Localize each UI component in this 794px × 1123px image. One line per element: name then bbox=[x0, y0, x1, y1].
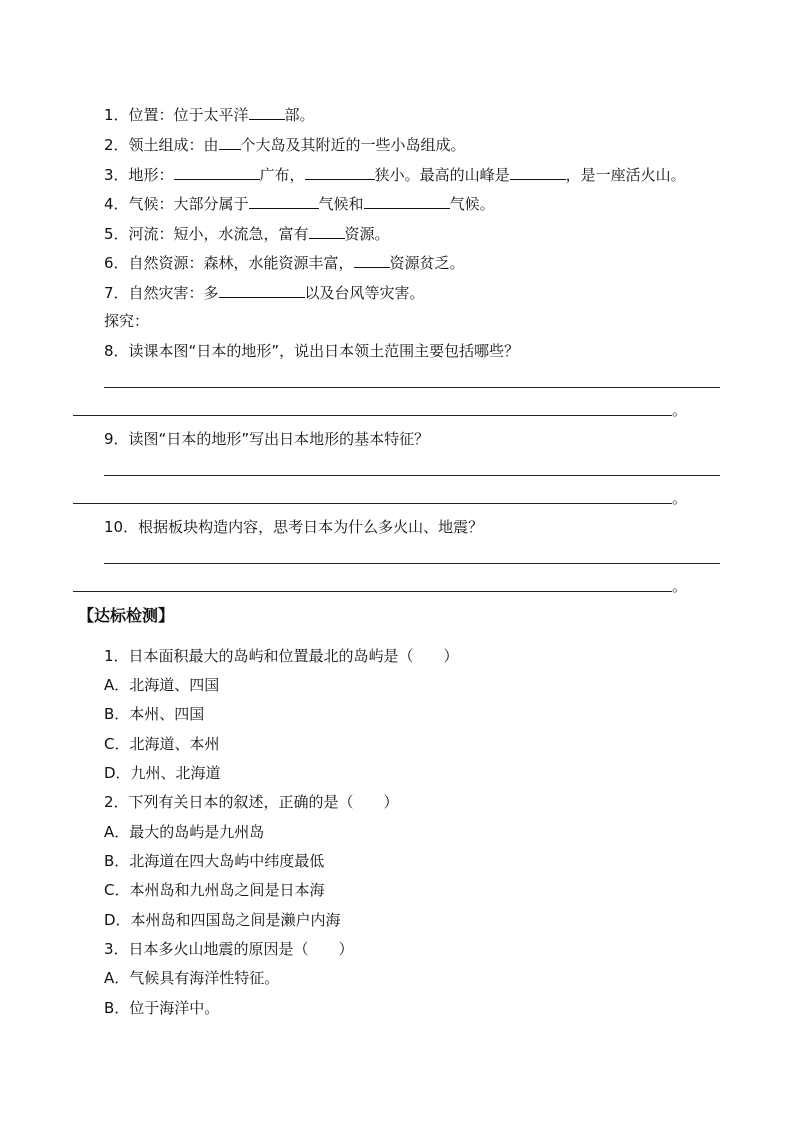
answer-blank[interactable] bbox=[174, 165, 260, 180]
answer-blank[interactable] bbox=[354, 253, 390, 268]
answer-end-mark: 。 bbox=[672, 489, 688, 507]
answer-blank[interactable] bbox=[249, 105, 285, 120]
answer-blank[interactable] bbox=[510, 165, 566, 180]
fill-item-5: 5．河流：短小，水流急，富有 资源。 bbox=[104, 225, 390, 243]
mc-option[interactable]: C．本州岛和九州岛之间是日本海 bbox=[104, 881, 325, 899]
mc-option[interactable]: A．气候具有海洋性特征。 bbox=[104, 969, 280, 987]
mc-option[interactable]: A．北海道、四国 bbox=[104, 676, 220, 694]
answer-blank[interactable] bbox=[249, 194, 319, 209]
fill-item-3: 3．地形： 广布， 狭小。最高的山峰是 ，是一座活火山。 bbox=[104, 166, 686, 184]
answer-line[interactable] bbox=[73, 415, 672, 416]
answer-blank[interactable] bbox=[305, 165, 375, 180]
explore-question-10: 10．根据板块构造内容，思考日本为什么多火山、地震？ bbox=[104, 518, 484, 536]
answer-end-mark: 。 bbox=[672, 577, 688, 595]
answer-line[interactable] bbox=[104, 387, 720, 388]
fill-item-4: 4．气候：大部分属于 气候和 气候。 bbox=[104, 195, 495, 213]
explore-question-9: 9．读图“日本的地形”写出日本地形的基本特征？ bbox=[104, 430, 430, 448]
answer-line[interactable] bbox=[73, 503, 672, 504]
answer-blank[interactable] bbox=[309, 224, 345, 239]
answer-blank[interactable] bbox=[219, 283, 305, 298]
mc-question-3: 3．日本多火山地震的原因是（ ） bbox=[104, 940, 354, 958]
mc-option[interactable]: B．北海道在四大岛屿中纬度最低 bbox=[104, 852, 325, 870]
answer-end-mark: 。 bbox=[672, 401, 688, 419]
answer-line[interactable] bbox=[73, 591, 672, 592]
mc-question-1: 1．日本面积最大的岛屿和位置最北的岛屿是（ ） bbox=[104, 647, 459, 665]
answer-blank[interactable] bbox=[364, 194, 450, 209]
fill-item-1: 1．位置：位于太平洋 部。 bbox=[104, 106, 315, 124]
explore-label: 探究： bbox=[104, 312, 150, 330]
mc-option[interactable]: C．北海道、本州 bbox=[104, 735, 220, 753]
answer-line[interactable] bbox=[104, 563, 720, 564]
fill-item-2: 2．领土组成：由 个大岛及其附近的一些小岛组成。 bbox=[104, 136, 466, 154]
fill-item-7: 7．自然灾害：多 以及台风等灾害。 bbox=[104, 284, 425, 302]
answer-line[interactable] bbox=[104, 475, 720, 476]
section-title: 【达标检测】 bbox=[78, 606, 175, 625]
mc-option[interactable]: D．九州、北海道 bbox=[104, 764, 221, 782]
fill-item-6: 6．自然资源：森林，水能资源丰富， 资源贫乏。 bbox=[104, 254, 465, 272]
answer-blank[interactable] bbox=[219, 135, 241, 150]
mc-option[interactable]: A．最大的岛屿是九州岛 bbox=[104, 823, 265, 841]
explore-question-8: 8．读课本图“日本的地形”，说出日本领土范围主要包括哪些？ bbox=[104, 342, 520, 360]
mc-question-2: 2．下列有关日本的叙述，正确的是（ ） bbox=[104, 793, 399, 811]
mc-option[interactable]: D．本州岛和四国岛之间是濑户内海 bbox=[104, 911, 341, 929]
mc-option[interactable]: B．本州、四国 bbox=[104, 705, 205, 723]
mc-option[interactable]: B．位于海洋中。 bbox=[104, 999, 220, 1017]
